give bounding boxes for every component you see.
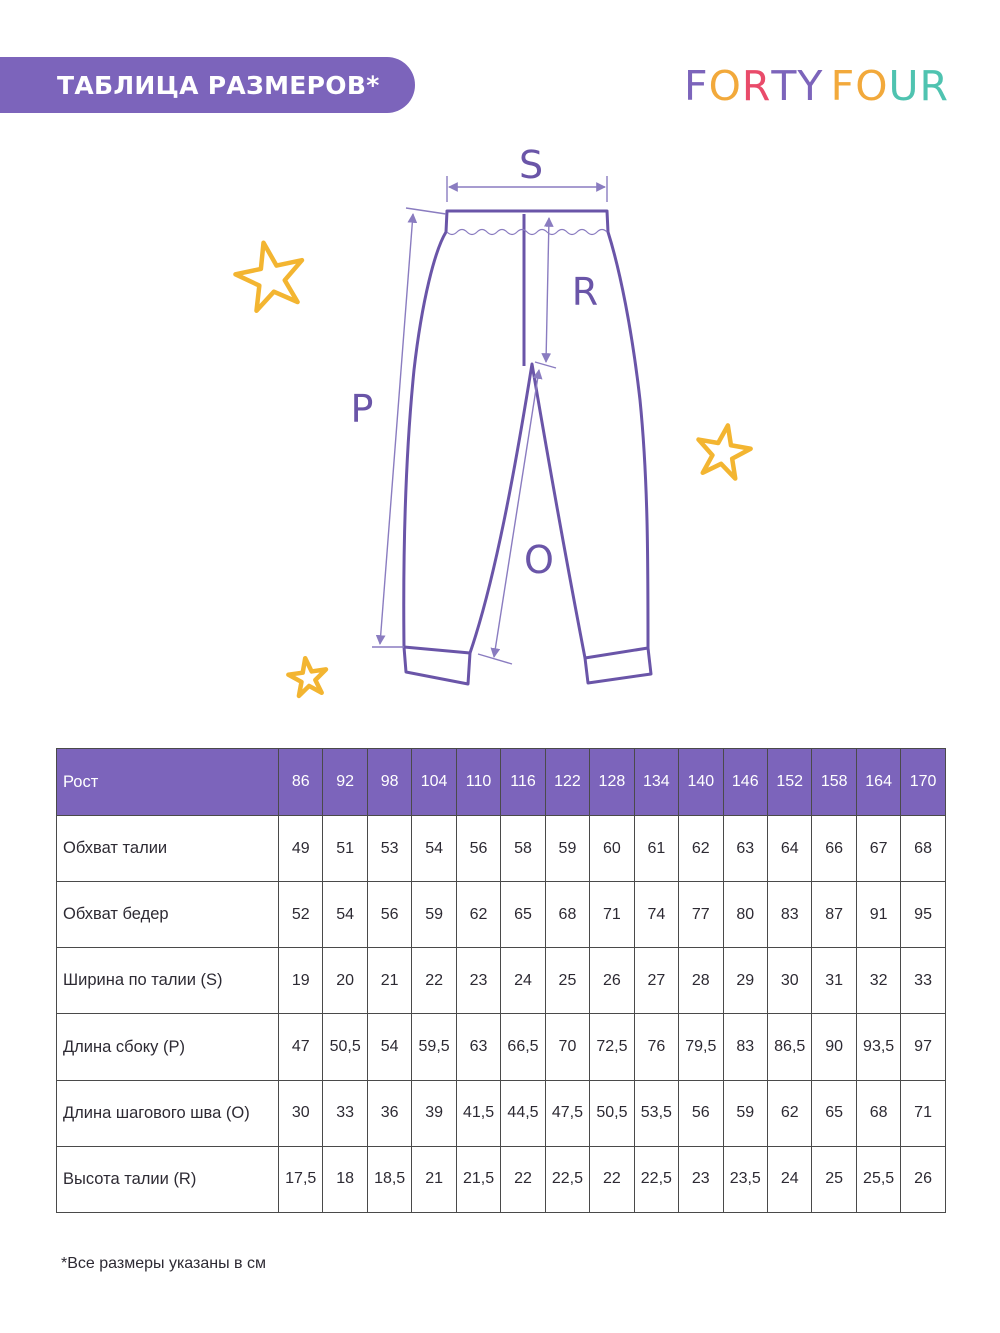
brand-letter: F — [830, 62, 856, 110]
row-label: Длина сбоку (P) — [57, 1014, 279, 1080]
table-cell: 79,5 — [679, 1014, 723, 1080]
table-row — [57, 1080, 946, 1146]
table-cell: 56 — [456, 816, 500, 882]
table-cell: 25,5 — [856, 1146, 900, 1212]
table-row — [57, 816, 946, 882]
table-cell: 23 — [456, 948, 500, 1014]
table-cell: 41,5 — [456, 1080, 500, 1146]
star-icon — [286, 656, 329, 697]
table-cell: 87 — [812, 882, 856, 948]
table-cell: 61 — [634, 816, 678, 882]
table-cell: 59 — [412, 882, 456, 948]
table-cell: 23,5 — [723, 1146, 767, 1212]
brand-letter: U — [888, 62, 920, 110]
table-cell: 71 — [590, 882, 634, 948]
header-size: 140 — [679, 749, 723, 816]
table-cell: 68 — [901, 816, 945, 882]
table-cell: 28 — [679, 948, 723, 1014]
table-cell: 68 — [856, 1080, 900, 1146]
table-cell: 56 — [679, 1080, 723, 1146]
brand-letter: F — [684, 62, 709, 110]
table-cell: 25 — [545, 948, 589, 1014]
table-cell: 67 — [856, 816, 900, 882]
header-size: 110 — [456, 749, 500, 816]
table-cell: 63 — [723, 816, 767, 882]
footnote: *Все размеры указаны в см — [61, 1255, 266, 1272]
table-cell: 53 — [367, 816, 411, 882]
table-cell: 51 — [323, 816, 367, 882]
table-cell: 70 — [545, 1014, 589, 1080]
table-cell: 64 — [767, 816, 811, 882]
table-cell: 83 — [723, 1014, 767, 1080]
table-cell: 80 — [723, 882, 767, 948]
star-icon — [230, 236, 310, 314]
header-size: 86 — [279, 749, 323, 816]
table-cell: 36 — [367, 1080, 411, 1146]
table-cell: 68 — [545, 882, 589, 948]
table-cell: 76 — [634, 1014, 678, 1080]
table-cell: 21 — [367, 948, 411, 1014]
table-cell: 33 — [323, 1080, 367, 1146]
waistband-stitch — [447, 230, 607, 235]
table-cell: 24 — [501, 948, 545, 1014]
row-label: Длина шагового шва (O) — [57, 1080, 279, 1146]
table-cell: 24 — [767, 1146, 811, 1212]
table-cell: 22 — [501, 1146, 545, 1212]
table-cell: 33 — [901, 948, 945, 1014]
header-size: 92 — [323, 749, 367, 816]
brand-letter: R — [741, 62, 772, 110]
brand-logo — [684, 61, 949, 111]
header-size: 134 — [634, 749, 678, 816]
table-cell: 58 — [501, 816, 545, 882]
table-cell: 65 — [812, 1080, 856, 1146]
header-size: 98 — [367, 749, 411, 816]
table-cell: 72,5 — [590, 1014, 634, 1080]
header-size: 116 — [501, 749, 545, 816]
label-r: R — [571, 270, 599, 314]
table-cell: 21,5 — [456, 1146, 500, 1212]
header-size: 146 — [723, 749, 767, 816]
table-cell: 62 — [456, 882, 500, 948]
table-cell: 25 — [812, 1146, 856, 1212]
table-cell: 59 — [545, 816, 589, 882]
table-cell: 66 — [812, 816, 856, 882]
table-cell: 59 — [723, 1080, 767, 1146]
table-row — [57, 1014, 946, 1080]
table-row — [57, 882, 946, 948]
header-size: 128 — [590, 749, 634, 816]
table-cell: 50,5 — [323, 1014, 367, 1080]
table-cell: 26 — [590, 948, 634, 1014]
table-cell: 83 — [767, 882, 811, 948]
table-cell: 95 — [901, 882, 945, 948]
header-size: 152 — [767, 749, 811, 816]
table-cell: 54 — [367, 1014, 411, 1080]
label-p: P — [350, 387, 374, 431]
table-cell: 39 — [412, 1080, 456, 1146]
brand-letter: T — [771, 62, 798, 110]
table-row — [57, 1146, 946, 1212]
table-cell: 54 — [412, 816, 456, 882]
table-cell: 65 — [501, 882, 545, 948]
label-o: O — [524, 538, 554, 582]
table-cell: 56 — [367, 882, 411, 948]
table-cell: 50,5 — [590, 1080, 634, 1146]
table-cell: 71 — [901, 1080, 945, 1146]
table-cell: 54 — [323, 882, 367, 948]
table-cell: 22 — [590, 1146, 634, 1212]
table-cell: 52 — [279, 882, 323, 948]
table-cell: 22,5 — [634, 1146, 678, 1212]
table-cell: 63 — [456, 1014, 500, 1080]
table-cell: 30 — [279, 1080, 323, 1146]
table-header-row — [57, 749, 946, 816]
header-label: Рост — [57, 749, 279, 816]
table-cell: 22 — [412, 948, 456, 1014]
table-row — [57, 948, 946, 1014]
table-cell: 31 — [812, 948, 856, 1014]
brand-letter: R — [919, 62, 949, 110]
table-cell: 60 — [590, 816, 634, 882]
table-cell: 93,5 — [856, 1014, 900, 1080]
brand-letter: O — [708, 62, 742, 110]
header-size: 164 — [856, 749, 900, 816]
header-size: 158 — [812, 749, 856, 816]
header-size: 170 — [901, 749, 945, 816]
table-cell: 19 — [279, 948, 323, 1014]
table-cell: 30 — [767, 948, 811, 1014]
table-cell: 47 — [279, 1014, 323, 1080]
table-cell: 90 — [812, 1014, 856, 1080]
table-cell: 18,5 — [367, 1146, 411, 1212]
table-cell: 23 — [679, 1146, 723, 1212]
title-banner — [0, 57, 415, 113]
table-cell: 32 — [856, 948, 900, 1014]
table-cell: 26 — [901, 1146, 945, 1212]
table-cell: 21 — [412, 1146, 456, 1212]
table-cell: 62 — [679, 816, 723, 882]
row-label: Обхват талии — [57, 816, 279, 882]
size-table — [56, 748, 946, 1213]
pants-diagram — [0, 140, 1000, 710]
table-cell: 59,5 — [412, 1014, 456, 1080]
table-cell: 91 — [856, 882, 900, 948]
table-cell: 77 — [679, 882, 723, 948]
star-icon — [693, 421, 754, 480]
header-size: 104 — [412, 749, 456, 816]
table-cell: 27 — [634, 948, 678, 1014]
table-cell: 29 — [723, 948, 767, 1014]
brand-letter: O — [855, 62, 889, 110]
brand-letter: Y — [797, 62, 824, 110]
table-cell: 49 — [279, 816, 323, 882]
table-cell: 66,5 — [501, 1014, 545, 1080]
row-label: Обхват бедер — [57, 882, 279, 948]
table-cell: 17,5 — [279, 1146, 323, 1212]
table-cell: 44,5 — [501, 1080, 545, 1146]
table-cell: 62 — [767, 1080, 811, 1146]
page-title: ТАБЛИЦА РАЗМЕРОВ* — [57, 70, 380, 100]
table-cell: 86,5 — [767, 1014, 811, 1080]
table-cell: 53,5 — [634, 1080, 678, 1146]
row-label: Ширина по талии (S) — [57, 948, 279, 1014]
table-cell: 74 — [634, 882, 678, 948]
table-cell: 97 — [901, 1014, 945, 1080]
table-cell: 47,5 — [545, 1080, 589, 1146]
table-cell: 22,5 — [545, 1146, 589, 1212]
label-s: S — [518, 143, 544, 187]
table-cell: 18 — [323, 1146, 367, 1212]
decorative-stars — [230, 236, 754, 697]
row-label: Высота талии (R) — [57, 1146, 279, 1212]
table-cell: 20 — [323, 948, 367, 1014]
header-size: 122 — [545, 749, 589, 816]
